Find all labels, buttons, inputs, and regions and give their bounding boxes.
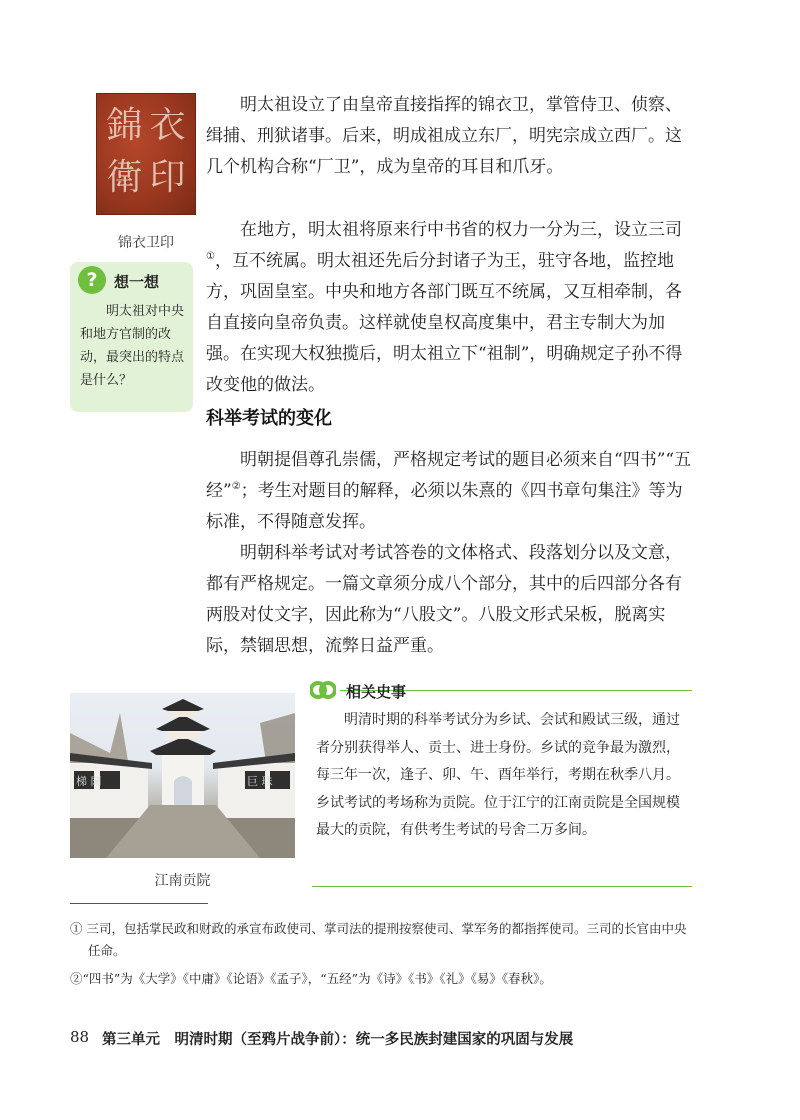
seal-glyph: 錦 [106, 105, 143, 146]
jiangnan-gongyuan-photo [70, 693, 295, 858]
paragraph-3 [206, 445, 698, 538]
footnote-ref-1: ① [206, 251, 215, 262]
section-heading: 科举考试的变化 [206, 408, 332, 429]
related-text: 明清时期的科举考试分为乡试、会试和殿试三级，通过者分别获得举人、贡士、进士身份。乡试的竞争最为激烈，每三年一次，逢子、卯、午、酉年举行，考期在秋季八月。乡试考试的考场称为贡院。位于江宁的江南贡院是全国规模最大的贡院，有供考生考试的号舍二万多间。 [316, 712, 680, 838]
paragraph-2-text-b: ，互不统属。明太祖还先后分封诸子为王，驻守各地，监控地方，巩固皇室。中央和地方各部门既互不统属，又互相牵制，各自直接向皇帝负责。这样就使皇权高度集中，君主专制大为加强。在实现大权独揽后，明太祖立下“祖制”，明确规定子孙不得改变他的做法。 [206, 251, 683, 395]
think-text: 明太祖对中央和地方官制的改动，最突出的特点是什么？ [80, 304, 185, 388]
seal-glyph: 衛 [106, 157, 143, 198]
question-bubble-icon: ? [78, 266, 106, 294]
plaque-right: 巨 珠 [247, 775, 273, 788]
paragraph-3-text-a: 明朝提倡尊孔崇儒，严格规定考试的题目必须来自“四书”“五经” [206, 450, 692, 501]
seal-caption: 锦衣卫印 [118, 235, 174, 251]
paragraph-2-text-a: 在地方，明太祖将原来行中书省的权力一分为三，设立三司 [240, 220, 682, 240]
paragraph-2 [206, 215, 698, 401]
think-box [70, 262, 193, 412]
footnote-2: ②“四书”为《大学》《中庸》《论语》《孟子》，“五经”为《诗》《书》《礼》《易》《春秋》。 [70, 971, 552, 986]
paragraph-3-text-b: ；考生对题目的解释，必须以朱熹的《四书章句集注》等为标准，不得随意发挥。 [206, 481, 683, 532]
infinity-icon [310, 679, 336, 701]
paragraph-1: 明太祖设立了由皇帝直接指挥的锦衣卫，掌管侍卫、侦察、缉捕、刑狱诸事。后来，明成祖成立东厂，明宪宗成立西厂。这几个机构合称“厂卫”，成为皇帝的耳目和爪牙。 [206, 95, 682, 177]
related-title: 相关史事 [346, 683, 407, 701]
seal-glyphs [103, 102, 189, 206]
related-divider-bottom [312, 886, 692, 887]
think-title: 想一想 [114, 273, 160, 291]
footnote-rule [70, 903, 208, 904]
page-number: 88 [70, 1028, 90, 1046]
seal-glyph: 印 [149, 157, 186, 198]
gongyuan-illustration [70, 693, 295, 858]
seal-glyph: 衣 [149, 105, 186, 146]
running-footer: 第三单元 明清时期（至鸦片战争前）：统一多民族封建国家的巩固与发展 [102, 1032, 574, 1048]
footnote-1: ① 三司，包括掌民政和财政的承宣布政使司、掌司法的提刑按察使司、掌军务的都指挥使司。三司的长官由中央任命。 [70, 921, 687, 958]
footnote-ref-2: ② [231, 481, 241, 492]
photo-caption: 江南贡院 [154, 873, 211, 889]
seal-image [96, 93, 196, 215]
paragraph-4: 明朝科举考试对考试答卷的文体格式、段落划分以及文意，都有严格规定。一篇文章须分成八个部分，其中的后四部分各有两股对仗文字，因此称为“八股文”。八股文形式呆板，脱离实际，禁锢思想，流弊日益严重。 [206, 543, 682, 656]
plaque-left: 梯 闈 [76, 775, 102, 788]
